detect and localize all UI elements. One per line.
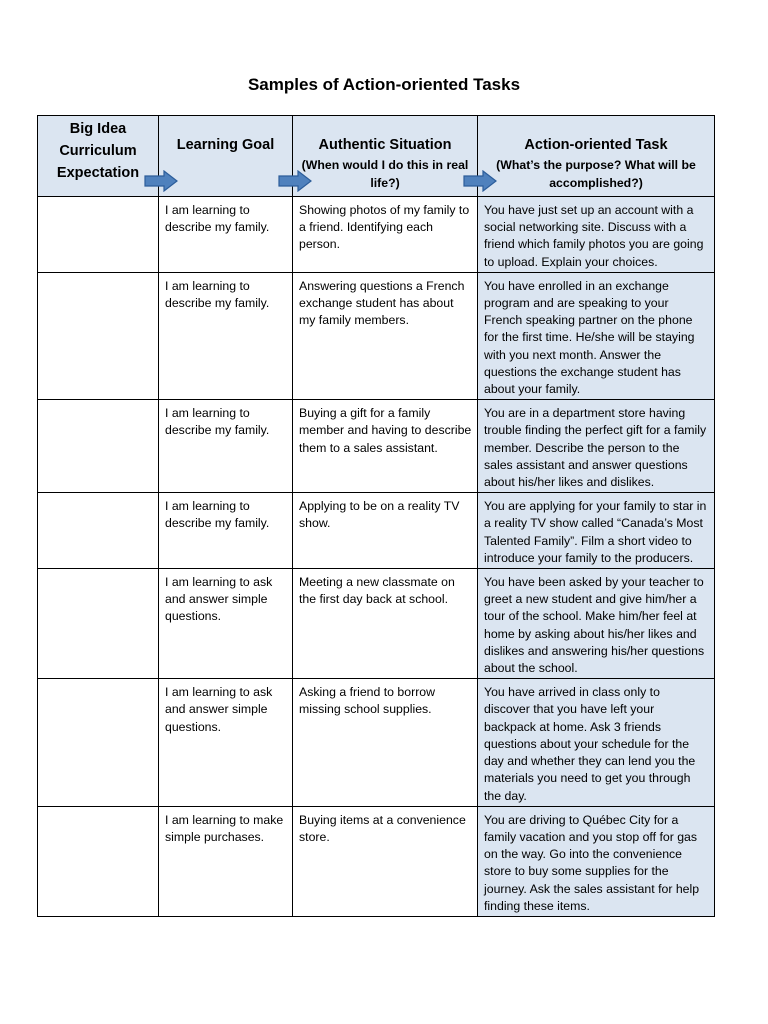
- situation-cell: Meeting a new classmate on the first day back at school.: [293, 569, 478, 679]
- task-cell: You have enrolled in an exchange program and are speaking to your French speaking partner on the phone for the first time. He/she will be staying with you next month. Answer the questions the exchange student has about your family.: [478, 272, 715, 399]
- task-cell: You have arrived in class only to discover that you have left your backpack at home. Ask 3 friends questions about your schedule for the day and whether they can lend you the materials you need to get you through the day.: [478, 679, 715, 806]
- table-row: [38, 679, 715, 806]
- situation-cell: Answering questions a French exchange student has about my family members.: [293, 272, 478, 399]
- right-arrow-icon: [463, 170, 497, 192]
- task-cell: You are applying for your family to star in a reality TV show called “Canada’s Most Talented Family”. Film a short video to introduce your family to the producers.: [478, 493, 715, 569]
- header-learning-goal: [159, 116, 293, 197]
- header-action-task-label: Action-oriented Task: [524, 137, 668, 153]
- table-row: [38, 569, 715, 679]
- table-row: [38, 400, 715, 493]
- expectation-cell: [38, 400, 159, 493]
- situation-cell: Applying to be on a reality TV show.: [293, 493, 478, 569]
- header-authentic-situation-sub: (When would I do this in real life?): [301, 158, 469, 190]
- goal-cell: I am learning to ask and answer simple questions.: [159, 569, 293, 679]
- goal-cell: I am learning to describe my family.: [159, 493, 293, 569]
- table-row: [38, 272, 715, 399]
- page-title: Samples of Action-oriented Tasks: [247, 75, 521, 94]
- tasks-table: [37, 115, 715, 917]
- situation-cell: Buying items at a convenience store.: [293, 806, 478, 916]
- goal-cell: I am learning to make simple purchases.: [159, 806, 293, 916]
- header-learning-goal-label: Learning Goal: [176, 137, 275, 153]
- situation-cell: Buying a gift for a family member and having to describe them to a sales assistant.: [293, 400, 478, 493]
- header-action-task: [478, 116, 715, 197]
- header-big-idea: [38, 116, 159, 197]
- expectation-cell: [38, 272, 159, 399]
- right-arrow-icon: [278, 170, 312, 192]
- situation-cell: Asking a friend to borrow missing school supplies.: [293, 679, 478, 806]
- goal-cell: I am learning to describe my family.: [159, 400, 293, 493]
- goal-cell: I am learning to ask and answer simple questions.: [159, 679, 293, 806]
- header-action-task-sub: (What’s the purpose? What will be accomplished?): [496, 158, 696, 190]
- task-cell: You are in a department store having trouble finding the perfect gift for a family member. Describe the person to the sales assistant and answer questions about his/her likes and dislikes.: [478, 400, 715, 493]
- task-cell: You have just set up an account with a social networking site. Discuss with a friend which family photos you are going to upload. Explain your choices.: [478, 197, 715, 273]
- table-row: [38, 806, 715, 916]
- table-row: [38, 197, 715, 273]
- expectation-cell: [38, 569, 159, 679]
- expectation-cell: [38, 493, 159, 569]
- situation-cell: Showing photos of my family to a friend. Identifying each person.: [293, 197, 478, 273]
- expectation-cell: [38, 806, 159, 916]
- task-cell: You have been asked by your teacher to greet a new student and give him/her a tour of the school. Make him/her feel at home by asking about his/her likes and dislikes and answering his/her questions about the school.: [478, 569, 715, 679]
- header-authentic-situation: [293, 116, 478, 197]
- expectation-cell: [38, 197, 159, 273]
- expectation-cell: [38, 679, 159, 806]
- header-big-idea-label: Big Idea Curriculum Expectation: [56, 121, 140, 181]
- task-cell: You are driving to Québec City for a family vacation and you stop off for gas on the way. Go into the convenience store to buy some supplies for the journey. Ask the sales assistant for help finding these items.: [478, 806, 715, 916]
- goal-cell: I am learning to describe my family.: [159, 197, 293, 273]
- header-authentic-situation-label: Authentic Situation: [318, 137, 452, 153]
- header-row: [38, 116, 715, 197]
- table-row: [38, 493, 715, 569]
- goal-cell: I am learning to describe my family.: [159, 272, 293, 399]
- right-arrow-icon: [144, 170, 178, 192]
